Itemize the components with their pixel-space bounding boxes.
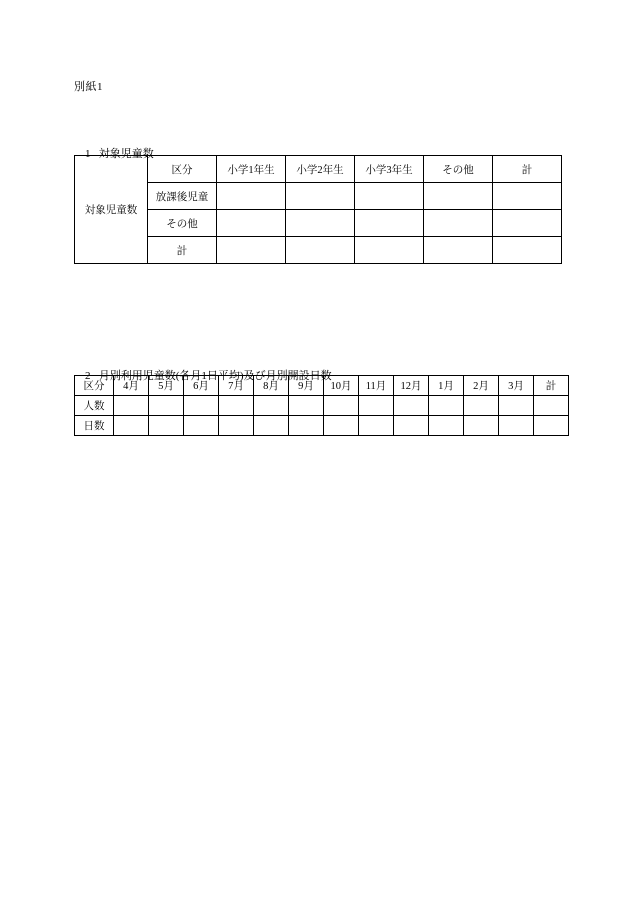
table-row [75,416,569,436]
header-cell-month-7: 7月 [219,376,254,396]
data-cell[interactable] [499,416,534,436]
data-cell[interactable] [184,396,219,416]
row-label-headcount: 人数 [75,396,114,416]
data-cell[interactable] [219,416,254,436]
header-cell-other: その他 [424,156,493,183]
data-cell[interactable] [254,396,289,416]
data-cell[interactable] [219,396,254,416]
table-header-row [75,156,562,183]
section-1-number: 1 [85,148,91,160]
data-cell[interactable] [534,396,569,416]
table-row [75,396,569,416]
data-cell[interactable] [286,237,355,264]
section-1-title: 対象児童数 [98,148,154,160]
data-cell[interactable] [355,210,424,237]
data-cell[interactable] [286,183,355,210]
data-cell[interactable] [394,416,429,436]
data-cell[interactable] [493,237,562,264]
row-label-other: その他 [148,210,217,237]
header-cell-total: 計 [534,376,569,396]
monthly-usage-table [74,375,569,436]
header-cell-month-4: 4月 [114,376,149,396]
header-cell-month-5: 5月 [149,376,184,396]
header-cell-month-9: 9月 [289,376,324,396]
section-2-number: 2 [85,370,91,382]
table-row [75,210,562,237]
header-cell-month-6: 6月 [184,376,219,396]
data-cell[interactable] [114,396,149,416]
header-cell-month-10: 10月 [324,376,359,396]
data-cell[interactable] [254,416,289,436]
data-cell[interactable] [324,396,359,416]
data-cell[interactable] [149,416,184,436]
data-cell[interactable] [424,183,493,210]
row-label-days: 日数 [75,416,114,436]
data-cell[interactable] [359,416,394,436]
data-cell[interactable] [534,416,569,436]
data-cell[interactable] [217,237,286,264]
table-row [75,237,562,264]
header-cell-month-12: 12月 [394,376,429,396]
header-cell-total: 計 [493,156,562,183]
data-cell[interactable] [289,416,324,436]
data-cell[interactable] [429,416,464,436]
data-cell[interactable] [359,396,394,416]
data-cell[interactable] [355,237,424,264]
header-cell-grade1: 小学1年生 [217,156,286,183]
data-cell[interactable] [286,210,355,237]
header-cell-month-2: 2月 [464,376,499,396]
data-cell[interactable] [114,416,149,436]
data-cell[interactable] [464,396,499,416]
table-row [75,183,562,210]
data-cell[interactable] [493,183,562,210]
data-cell[interactable] [424,237,493,264]
row-label-total: 計 [148,237,217,264]
data-cell[interactable] [217,183,286,210]
header-cell-month-11: 11月 [359,376,394,396]
data-cell[interactable] [289,396,324,416]
header-cell-month-1: 1月 [429,376,464,396]
data-cell[interactable] [217,210,286,237]
row-label-after-school: 放課後児童 [148,183,217,210]
header-cell-grade2: 小学2年生 [286,156,355,183]
header-cell-kubun: 区分 [148,156,217,183]
data-cell[interactable] [355,183,424,210]
header-cell-grade3: 小学3年生 [355,156,424,183]
data-cell[interactable] [149,396,184,416]
data-cell[interactable] [493,210,562,237]
data-cell[interactable] [424,210,493,237]
data-cell[interactable] [429,396,464,416]
header-cell-kubun: 区分 [75,376,114,396]
data-cell[interactable] [464,416,499,436]
row-group-label: 対象児童数 [75,156,148,264]
table-header-row [75,376,569,396]
data-cell[interactable] [324,416,359,436]
data-cell[interactable] [499,396,534,416]
section-2-title: 月別利用児童数(各月1日平均)及び月別開設日数 [98,370,332,382]
data-cell[interactable] [394,396,429,416]
target-children-table [74,155,562,264]
document-title: 別紙1 [74,81,103,93]
header-cell-month-3: 3月 [499,376,534,396]
header-cell-month-8: 8月 [254,376,289,396]
data-cell[interactable] [184,416,219,436]
